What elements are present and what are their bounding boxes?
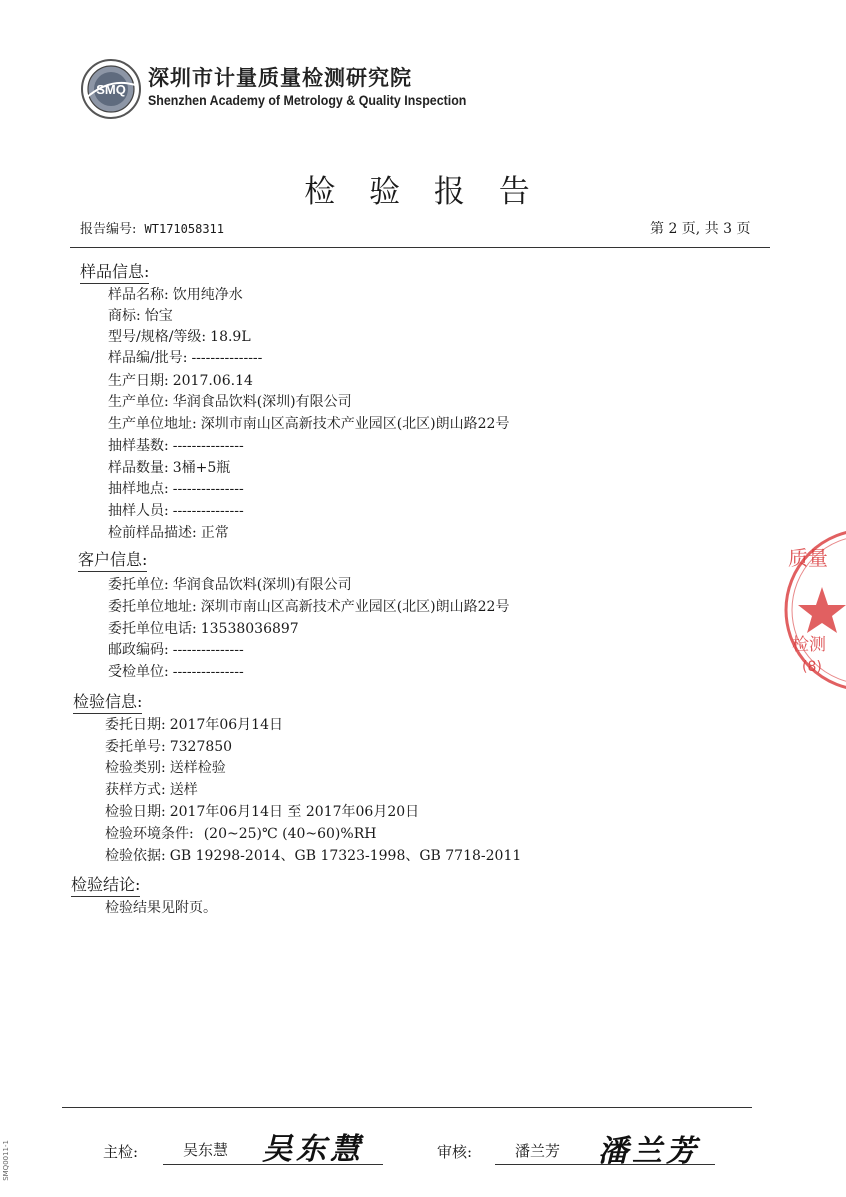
stamp-text-code: (8): [802, 659, 822, 675]
field-commission-date: 委托日期: 2017年06月14日: [105, 717, 283, 733]
section-title-sample: 样品信息:: [80, 259, 149, 284]
field-client-phone: 委托单位电话: 13538036897: [108, 621, 299, 637]
smq-logo-icon: [80, 58, 142, 120]
report-number: [80, 218, 224, 237]
field-client-name: 委托单位: 华润食品饮料(深圳)有限公司: [108, 577, 352, 593]
reviewer-label: 审核:: [437, 1143, 473, 1161]
field-sampling-base: 抽样基数: ---------------: [108, 438, 244, 454]
reviewer-name: 潘兰芳: [515, 1142, 561, 1160]
field-inspection-type: 检验类别: 送样检验: [105, 760, 226, 776]
inspector-label: 主检:: [103, 1143, 139, 1161]
field-sample-method: 获样方式: 送样: [105, 782, 198, 798]
report-number-value: WT171058311: [144, 222, 225, 236]
section-title-inspection: 检验信息:: [73, 689, 142, 714]
section-title-conclusion: 检验结论:: [71, 872, 140, 897]
inspector-name: 吴东慧: [183, 1141, 229, 1159]
section-title-client: 客户信息:: [78, 547, 147, 572]
field-standards: 检验依据: GB 19298-2014、GB 17323-1998、GB 7718-2011: [105, 848, 522, 864]
inspector-sign-line: [163, 1164, 383, 1165]
org-name-en: Shenzhen Academy of Metrology & Quality Inspection: [148, 93, 467, 108]
field-inspected-unit: 受检单位: ---------------: [108, 664, 244, 680]
field-sample-description: 检前样品描述: 正常: [108, 525, 229, 541]
field-commission-no: 委托单号: 7327850: [105, 739, 233, 755]
header-divider: [70, 247, 770, 248]
org-name-cn: 深圳市计量质量检测研究院: [148, 66, 412, 90]
field-postal-code: 邮政编码: ---------------: [108, 642, 244, 658]
conclusion-text: 检验结果见附页。: [105, 900, 217, 916]
field-batch-no: 样品编/批号: ---------------: [108, 350, 263, 366]
reviewer-sign-line: [495, 1164, 715, 1165]
report-title: 检 验 报 告: [304, 174, 542, 210]
field-sample-name: 样品名称: 饮用纯净水: [108, 287, 243, 303]
field-model-spec: 型号/规格/等级: 18.9L: [108, 329, 251, 345]
field-producer: 生产单位: 华润食品饮料(深圳)有限公司: [108, 394, 352, 410]
official-seal-stamp: [782, 525, 846, 695]
stamp-text-mid: 检测: [792, 635, 826, 655]
field-sample-quantity: 样品数量: 3桶+5瓶: [108, 460, 231, 476]
logo-text: SMQ: [96, 82, 126, 97]
field-brand: 商标: 怡宝: [108, 308, 173, 324]
field-inspection-date: 检验日期: 2017年06月14日 至 2017年06月20日: [105, 804, 420, 820]
field-sampling-location: 抽样地点: ---------------: [108, 481, 244, 497]
reviewer-signature: 潘兰芳: [598, 1134, 700, 1169]
inspector-signature: 吴东慧: [262, 1132, 364, 1167]
field-producer-address: 生产单位地址: 深圳市南山区高新技术产业园区(北区)朗山路22号: [108, 416, 510, 432]
footer-divider: [62, 1107, 752, 1108]
field-sampler: 抽样人员: ---------------: [108, 503, 244, 519]
field-client-address: 委托单位地址: 深圳市南山区高新技术产业园区(北区)朗山路22号: [108, 599, 510, 615]
field-environment: 检验环境条件: (20~25)℃ (40~60)%RH: [105, 826, 377, 842]
report-number-label: 报告编号:: [80, 222, 137, 237]
stamp-text-top: 质量: [788, 546, 828, 570]
field-production-date: 生产日期: 2017.06.14: [108, 373, 253, 389]
page-info: 第 2 页, 共 3 页: [650, 221, 751, 237]
document-code: SMQ0011-1: [2, 1140, 10, 1181]
